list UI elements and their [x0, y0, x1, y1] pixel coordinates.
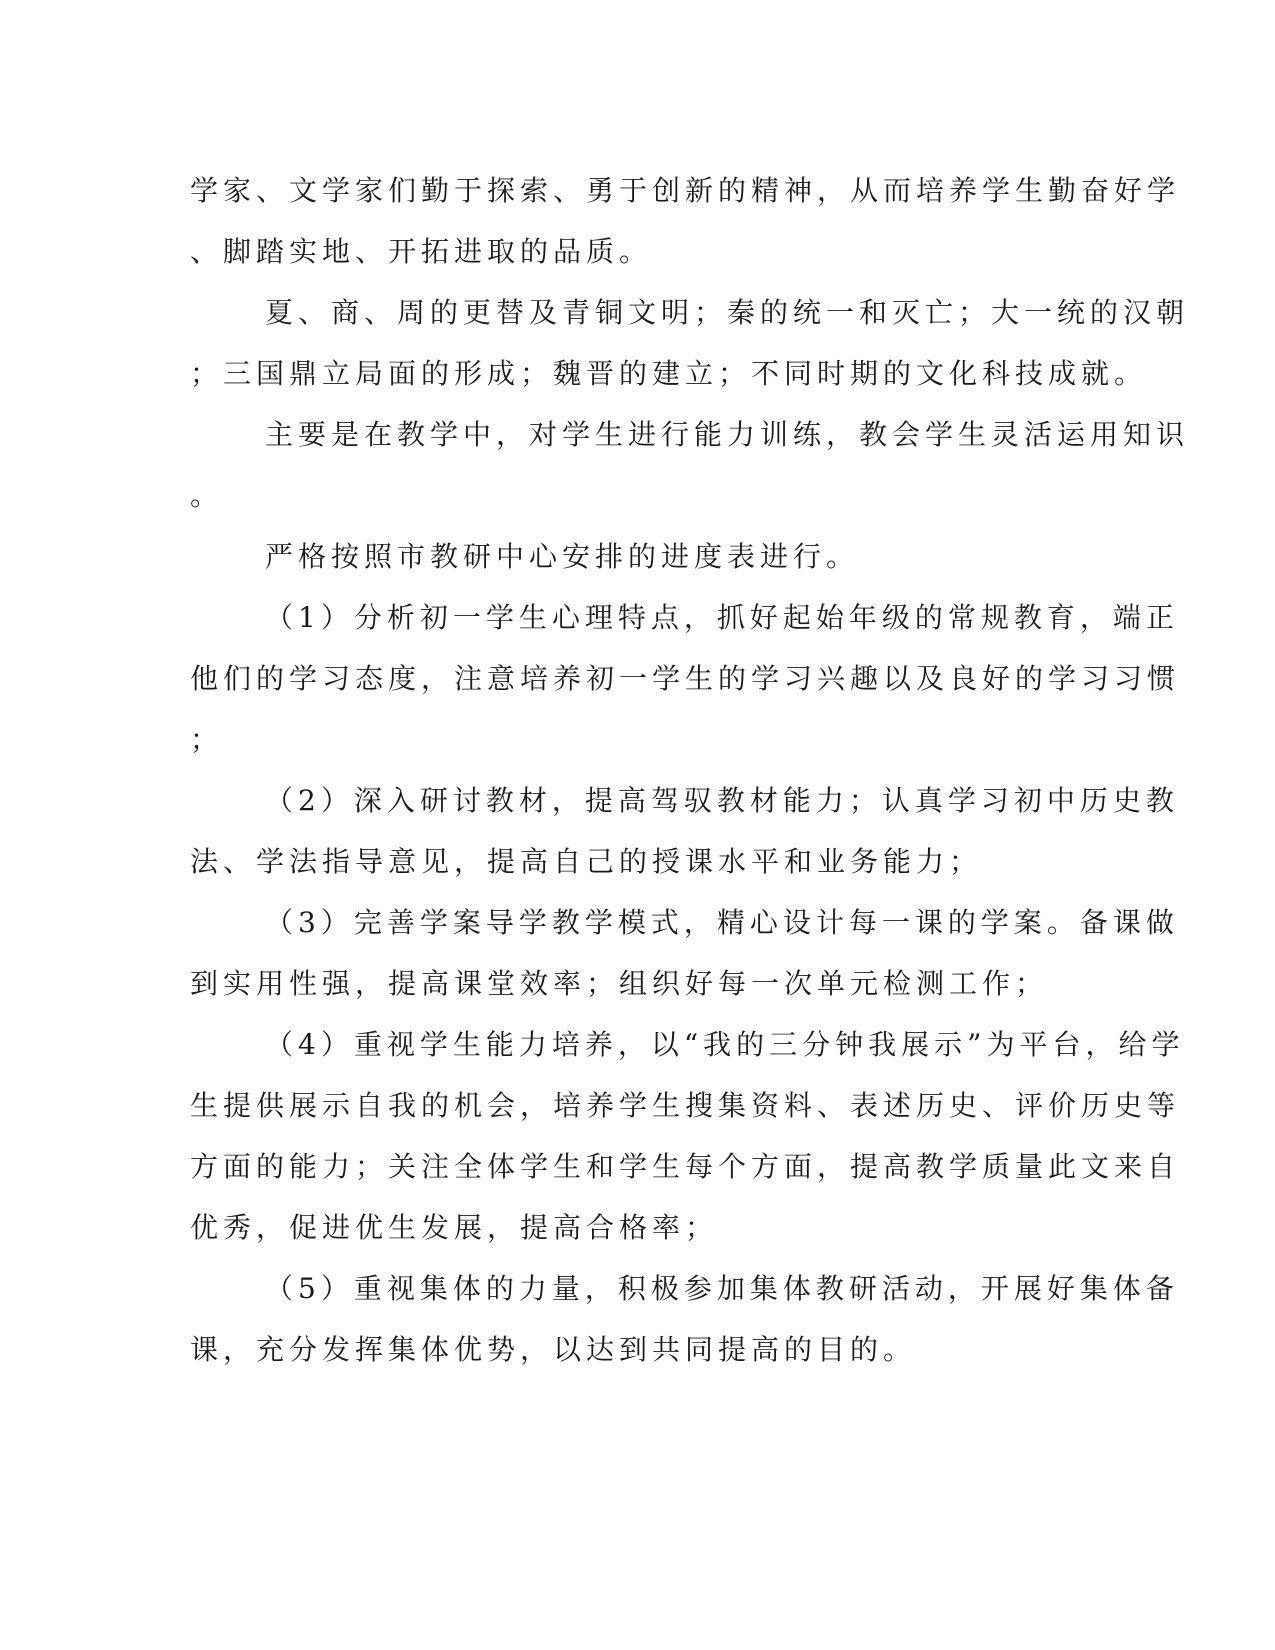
paragraph-start: （2）深入研讨教材，提高驾驭教材能力；认真学习初中历史教: [265, 784, 1179, 817]
paragraph-start: （5）重视集体的力量，积极参加集体教研活动，开展好集体备: [265, 1272, 1179, 1305]
paragraph-start: （1）分析初一学生心理特点，抓好起始年级的常规教育，端正: [265, 601, 1179, 634]
paragraph-start: 夏、商、周的更替及青铜文明；秦的统一和灭亡；大一统的汉朝: [265, 296, 1190, 329]
text-line: 。: [190, 479, 224, 512]
text-line: 优秀，促进优生发展，提高合格率；: [190, 1211, 719, 1244]
text-line: ；三国鼎立局面的形成；魏晋的建立；不同时期的文化科技成就。: [190, 357, 1148, 390]
text-line: 方面的能力；关注全体学生和学生每个方面，提高教学质量此文来自: [190, 1150, 1181, 1183]
text-line: 他们的学习态度，注意培养初一学生的学习兴趣以及良好的学习习惯: [190, 662, 1181, 695]
document-body: [190, 160, 1190, 1380]
text-line: 到实用性强，提高课堂效率；组织好每一次单元检测工作；: [190, 967, 1049, 1000]
text-line: ；: [190, 723, 224, 756]
text-line: 学家、文学家们勤于探索、勇于创新的精神，从而培养学生勤奋好学: [190, 174, 1181, 207]
paragraph-start: （4）重视学生能力培养，以“我的三分钟我展示”为平台，给学: [265, 1028, 1185, 1061]
paragraph-start: 主要是在教学中，对学生进行能力训练，教会学生灵活运用知识: [265, 418, 1190, 451]
text-line: 生提供展示自我的机会，培养学生搜集资料、表述历史、评价历史等: [190, 1089, 1181, 1122]
paragraph-start: 严格按照市教研中心安排的进度表进行。: [265, 540, 860, 573]
text-line: 课，充分发挥集体优势，以达到共同提高的目的。: [190, 1333, 917, 1366]
text-line: 法、学法指导意见，提高自己的授课水平和业务能力；: [190, 845, 983, 878]
text-line: 、脚踏实地、开拓进取的品质。: [190, 235, 653, 268]
paragraph-start: （3）完善学案导学教学模式，精心设计每一课的学案。备课做: [265, 906, 1179, 939]
